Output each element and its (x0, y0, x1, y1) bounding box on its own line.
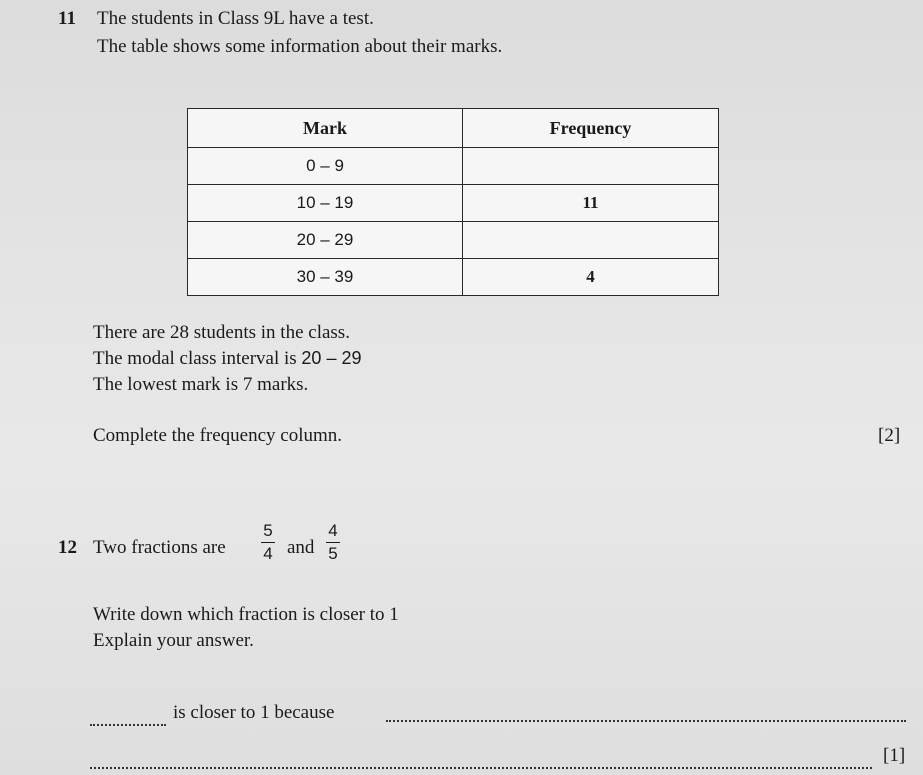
question-11-instruction: Complete the frequency column. (93, 425, 343, 446)
fact-students: There are 28 students in the class. (93, 322, 350, 343)
mark-cell: 30 – 39 (188, 259, 463, 296)
table-row (188, 148, 719, 185)
question-12-number: 12 (58, 537, 77, 558)
fraction-four-fifths (326, 522, 340, 563)
frequency-cell-empty[interactable] (463, 222, 719, 259)
table-row (188, 222, 719, 259)
table-row (188, 185, 719, 222)
answer-reason-continuation-input[interactable] (90, 744, 876, 768)
header-frequency: Frequency (463, 109, 719, 148)
question-12-connector: and (287, 537, 315, 558)
frequency-cell: 4 (463, 259, 719, 296)
fact-modal-value: 20 – 29 (301, 348, 362, 368)
fact-modal-prefix: The modal class interval is (93, 348, 297, 369)
question-11-marks: [2] (878, 425, 901, 446)
marks-frequency-table (187, 108, 719, 296)
mark-cell: 10 – 19 (188, 185, 463, 222)
answer-reason-input[interactable] (386, 703, 910, 727)
frequency-cell-empty[interactable] (463, 148, 719, 185)
fraction1-denominator: 4 (263, 543, 273, 563)
table-header-row (188, 109, 719, 148)
question-11-line1: The students in Class 9L have a test. (97, 8, 374, 29)
mark-cell: 0 – 9 (188, 148, 463, 185)
question-12-intro: Two fractions are (93, 537, 226, 558)
fraction2-denominator: 5 (328, 543, 338, 563)
fraction2-bar (326, 542, 340, 543)
answer-fraction-dotted-line (90, 724, 166, 726)
question-12-instruction2: Explain your answer. (93, 630, 254, 651)
question-11-line2: The table shows some information about their marks. (97, 36, 503, 57)
mark-cell: 20 – 29 (188, 222, 463, 259)
answer-closer-text: is closer to 1 because (173, 702, 335, 723)
frequency-cell: 11 (463, 185, 719, 222)
fraction2-numerator: 4 (328, 521, 338, 540)
question-12-instruction1: Write down which fraction is closer to 1 (93, 604, 399, 625)
fraction1-bar (261, 542, 275, 543)
fraction-five-quarters (261, 522, 275, 563)
fact-lowest-mark: The lowest mark is 7 marks. (93, 374, 309, 395)
answer-continuation-dotted-line (90, 767, 872, 769)
question-11-number: 11 (58, 8, 76, 29)
answer-reason-dotted-line (386, 720, 906, 722)
header-mark: Mark (188, 109, 463, 148)
fraction1-numerator: 5 (263, 521, 273, 540)
question-12-marks: [1] (883, 745, 906, 766)
table-row (188, 259, 719, 296)
fact-modal-class (93, 348, 361, 370)
